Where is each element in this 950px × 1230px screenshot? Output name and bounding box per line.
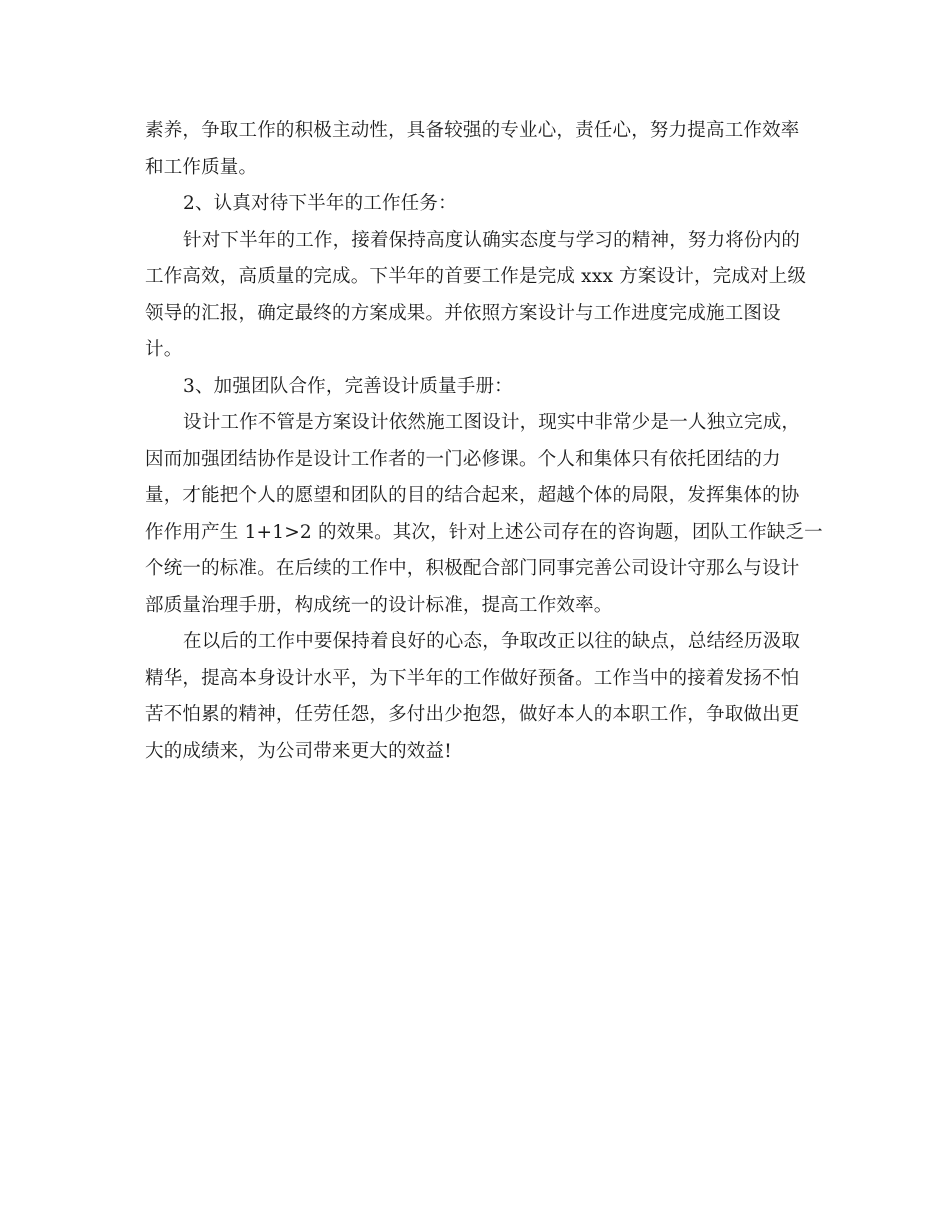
text-line: 素养，争取工作的积极主动性，具备较强的专业心，责任心，努力提高工作效率	[145, 120, 800, 141]
text-line: 个统一的标准。在后续的工作中，积极配合部门同事完善公司设计守那么与设计	[145, 558, 800, 579]
text-line: 因而加强团结协作是设计工作者的一门必修课。个人和集体只有依托团结的力	[145, 448, 781, 470]
text-line: 针对下半年的工作，接着保持高度认确实态度与学习的精神，努力将份内的	[183, 229, 801, 251]
text-line: 领导的汇报，确定最终的方案成果。并依照方案设计与工作进度完成施工图设	[145, 302, 781, 324]
text-line: 工作高效，高质量的完成。下半年的首要工作是完成 xxx 方案设计，完成对上级	[145, 266, 807, 287]
text-line: 设计工作不管是方案设计依然施工图设计，现实中非常少是一人独立完成，	[183, 412, 801, 433]
text-line: 在以后的工作中要保持着良好的心态，争取改正以往的缺点，总结经历汲取	[183, 631, 801, 652]
text-line: 计。	[145, 339, 183, 360]
text-line: 苦不怕累的精神，任劳任怨，多付出少抱怨，做好本人的本职工作，争取做出更	[145, 704, 800, 725]
document-body	[145, 113, 823, 770]
text-line: 和工作质量。	[145, 156, 258, 178]
text-line: 大的成绩来，为公司带来更大的效益!	[145, 740, 452, 762]
text-line: 部质量治理手册，构成统一的设计标准，提高工作效率。	[145, 594, 613, 616]
text-line: 作作用产生 1+1>2 的效果。其次，针对上述公司存在的咨询题，团队工作缺乏一	[145, 521, 823, 543]
text-line: 精华，提高本身设计水平，为下半年的工作做好预备。工作当中的接着发扬不怕	[145, 667, 800, 689]
section-heading: 2、认真对待下半年的工作任务：	[183, 193, 457, 214]
text-line: 量，才能把个人的愿望和团队的目的结合起来，超越个体的局限，发挥集体的协	[145, 485, 800, 506]
section-heading: 3、加强团队合作，完善设计质量手册：	[183, 375, 513, 397]
